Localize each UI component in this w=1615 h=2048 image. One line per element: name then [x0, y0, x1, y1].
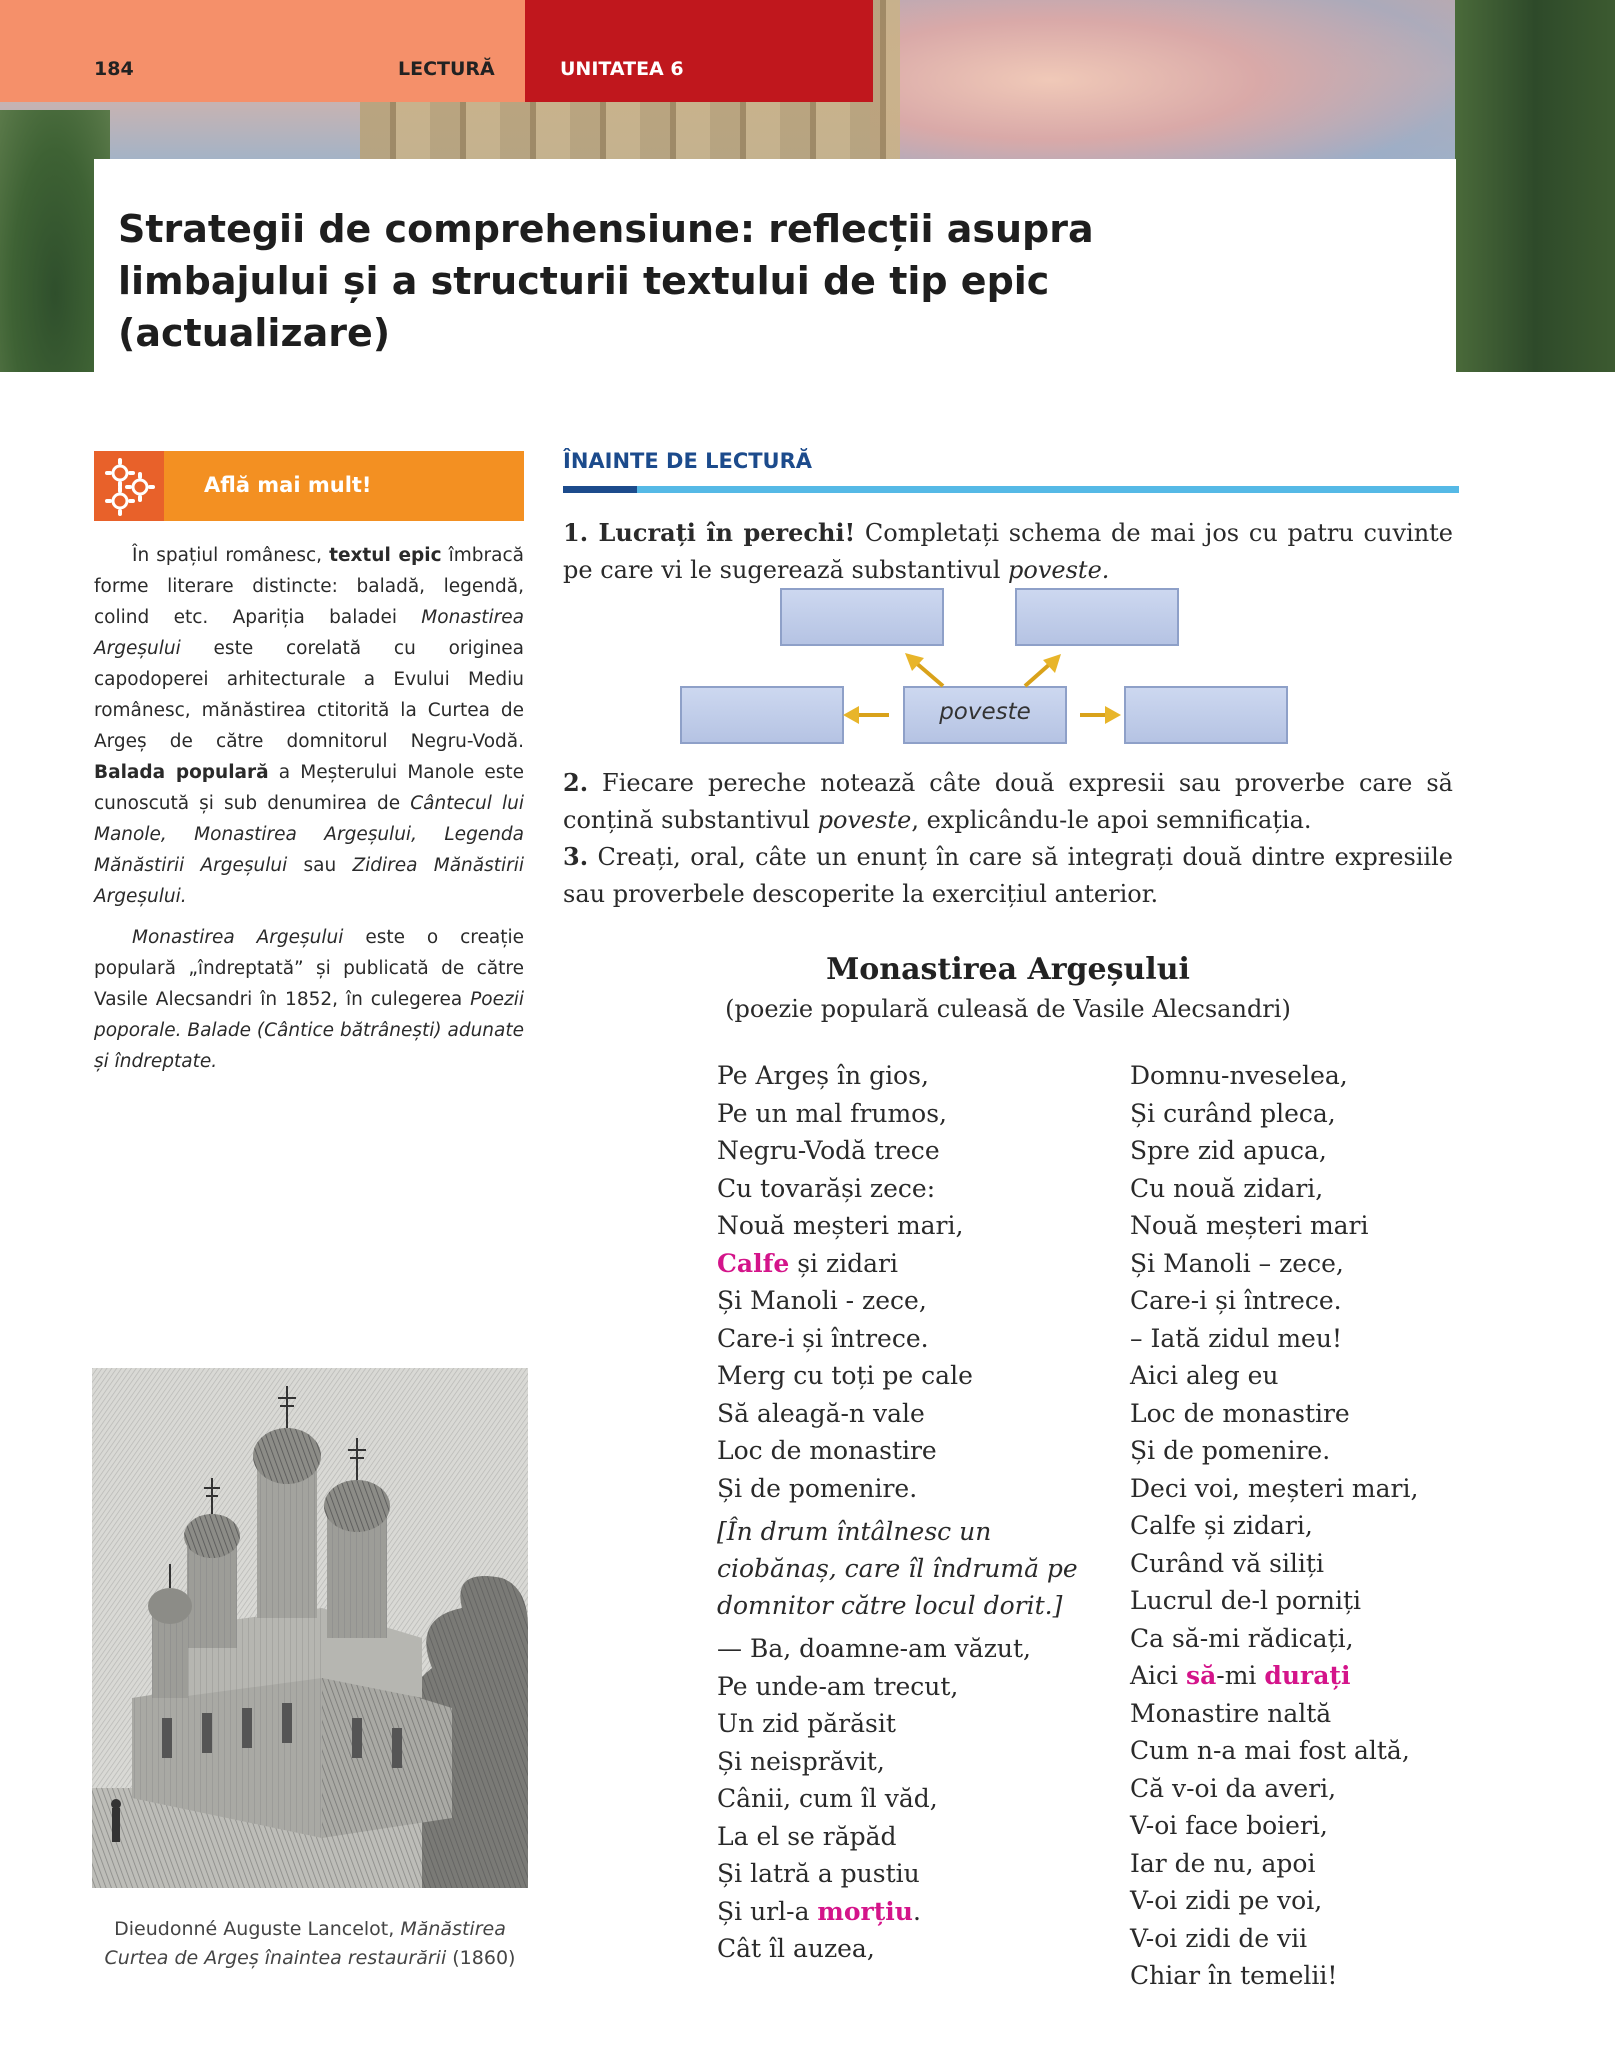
diagram-center-word: poveste	[939, 699, 1031, 725]
poem-line	[717, 1780, 1107, 1818]
text-run: 2.	[563, 768, 589, 797]
empty-answer-box[interactable]	[681, 687, 843, 743]
text-run: Să aleagă-n vale	[717, 1398, 925, 1428]
text-run: este corelată cu originea capodoperei arhitecturale a Evului Mediu românesc, mănăstirea ctitorită la Curtea de Argeș de către domnitorul Negru-Vodă.	[94, 638, 524, 752]
text-run: Domnu-nveselea,	[1130, 1061, 1348, 1090]
sidebar-paragraph	[94, 540, 524, 912]
text-run: Merg cu toți pe cale	[717, 1361, 973, 1390]
header-bar-section	[0, 0, 525, 102]
text-run: Ca să-mi rădicați,	[1130, 1623, 1354, 1653]
header-bar-unit	[525, 0, 873, 102]
text-run: În spațiul românesc,	[132, 545, 330, 566]
unit-label: UNITATEA 6	[560, 58, 684, 80]
learn-more-title: Află mai mult!	[204, 473, 372, 497]
text-run: V-oi zidi pe voi,	[1130, 1886, 1323, 1915]
text-run: 1. Lucrați în perechi!	[563, 518, 856, 547]
text-run: Spre zid apuca,	[1130, 1136, 1327, 1165]
poem-line	[717, 1245, 1107, 1283]
section-label: LECTURĂ	[398, 58, 495, 80]
exercise-3	[563, 838, 1453, 913]
text-run: Cu tovarăși zece:	[717, 1173, 936, 1203]
poem-line	[717, 1668, 1107, 1706]
text-run: Monastirea Argeșului	[94, 607, 524, 659]
poem-line	[717, 1893, 1107, 1931]
text-run: Negru-Vodă trece	[717, 1136, 940, 1165]
section-divider	[563, 486, 637, 493]
page-number: 184	[94, 58, 134, 80]
text-run: V-oi zidi de vii	[1130, 1923, 1308, 1953]
poem-line	[717, 1395, 1107, 1433]
text-run: – Iată zidul meu!	[1130, 1323, 1342, 1353]
poem-line	[1130, 1807, 1418, 1845]
poem-line	[717, 1095, 1107, 1133]
poem-line	[1130, 1320, 1418, 1358]
poem-line	[1130, 1245, 1418, 1283]
text-run: Calfe și zidari,	[1130, 1511, 1313, 1540]
learn-more-header	[94, 451, 524, 521]
poem-line	[1130, 1657, 1418, 1695]
poem-line	[717, 1170, 1107, 1208]
poem-line	[1130, 1432, 1418, 1470]
poem-line	[717, 1930, 1107, 1968]
sidebar-paragraph	[94, 922, 524, 1077]
text-run: Completați schema de mai jos cu patru cuvinte pe care vi le sugerează substantivul	[563, 519, 1453, 584]
poem-line	[717, 1282, 1107, 1320]
poem-line	[717, 1470, 1107, 1508]
text-run: Și neisprăvit,	[717, 1746, 885, 1776]
gears-icon	[94, 451, 164, 521]
poem-line	[1130, 1732, 1418, 1770]
text-run: poveste	[817, 806, 912, 834]
text-run: Pe un mal frumos,	[717, 1098, 947, 1128]
poem-line	[717, 1705, 1107, 1743]
word-scheme-diagram	[675, 582, 1325, 752]
text-run: textul epic	[329, 545, 442, 566]
empty-answer-box[interactable]	[1125, 687, 1287, 743]
text-run: sau	[287, 855, 353, 876]
poem-column-right	[1130, 1057, 1418, 1995]
poem-line	[1130, 1920, 1418, 1958]
empty-answer-box[interactable]	[781, 589, 943, 645]
glossary-word: să	[1186, 1661, 1217, 1690]
empty-answer-box[interactable]	[1016, 589, 1178, 645]
sidebar-text	[94, 540, 524, 1087]
poem-line	[717, 1743, 1107, 1781]
text-run: Cânii, cum îl văd,	[717, 1784, 938, 1813]
text-run: Monastire naltă	[1130, 1698, 1332, 1728]
poem-line	[717, 1320, 1107, 1358]
poem-line	[1130, 1282, 1418, 1320]
text-run: Lucrul de-l porniți	[1130, 1586, 1362, 1615]
text-run: Loc de monastire	[1130, 1398, 1350, 1428]
text-run: Și de pomenire.	[717, 1473, 918, 1503]
text-run: Dieudonné Auguste Lancelot,	[114, 1918, 401, 1940]
text-run: 3.	[563, 842, 589, 871]
text-run: Cântecul lui Manole, Monastirea Argeșului, Legenda Mănăstirii Argeșului	[94, 793, 524, 876]
poem-subtitle: (poezie populară culeasă de Vasile Alecsandri)	[725, 995, 1291, 1023]
text-run: Fiecare pereche notează câte două expresii sau proverbe care să conțină substantivul	[563, 769, 1453, 834]
poem-line	[717, 1630, 1107, 1668]
text-run: Și Manoli - zece,	[717, 1286, 927, 1315]
text-run: , explicându-le apoi semnificația.	[911, 806, 1312, 834]
text-run: Monastirea Argeșului	[132, 927, 344, 948]
text-run: Pe unde-am trecut,	[717, 1671, 959, 1701]
poem-column-left	[717, 1057, 1107, 1968]
text-run: a Meșterului Manole este cunoscută și sub denumirea de	[94, 762, 524, 814]
text-run: și zidari	[789, 1248, 899, 1278]
poem-line	[1130, 1507, 1418, 1545]
text-run: Iar de nu, apoi	[1130, 1848, 1316, 1878]
title-box	[94, 159, 1456, 372]
poem-line	[1130, 1620, 1418, 1658]
poem-line	[1130, 1395, 1418, 1433]
page-title: Strategii de comprehensiune: reflecții asupra limbajului și a structurii textului de tip epic (actualizare)	[118, 207, 1094, 355]
text-run: Care-i și întrece.	[717, 1323, 929, 1353]
glossary-word: durați	[1264, 1661, 1351, 1690]
poem-line	[717, 1207, 1107, 1245]
poem-line	[1130, 1357, 1418, 1395]
text-run: Și de pomenire.	[1130, 1436, 1331, 1465]
glossary-word: morțiu	[817, 1896, 913, 1926]
text-run: Și latră a pustiu	[717, 1859, 920, 1888]
poem-line	[717, 1132, 1107, 1170]
monastery-engraving	[92, 1368, 528, 1888]
poem-line	[1130, 1582, 1418, 1620]
text-run: Care-i și întrece.	[1130, 1286, 1342, 1315]
text-run: Poezii poporale. Balade (Cântice bătrânești) adunate și îndreptate.	[94, 989, 524, 1072]
text-run: Nouă meșteri mari	[1130, 1211, 1369, 1240]
text-run: Aici aleg eu	[1130, 1361, 1279, 1390]
text-run: — Ba, doamne-am văzut,	[717, 1634, 1031, 1663]
text-run: Chiar în temelii!	[1130, 1961, 1338, 1990]
poem-line	[1130, 1545, 1418, 1583]
text-run: La el se răpăd	[717, 1821, 897, 1851]
text-run: (1860)	[446, 1947, 516, 1969]
text-run: Creați, oral, câte un enunț în care să integrați două dintre expresiile sau proverbele descoperite la exercițiul anterior.	[563, 843, 1453, 908]
glossary-word: Calfe	[717, 1248, 790, 1278]
text-run: Deci voi, meșteri mari,	[1130, 1473, 1419, 1503]
poem-line	[1130, 1957, 1418, 1995]
image-caption	[80, 1915, 540, 1973]
poem-line	[717, 1855, 1107, 1893]
text-run: Balada populară	[94, 762, 269, 783]
poem-title: Monastirea Argeșului	[826, 952, 1190, 987]
section-divider	[637, 486, 1459, 493]
text-run: poveste.	[1008, 556, 1110, 584]
section-title: ÎNAINTE DE LECTURĂ	[563, 449, 813, 473]
poem-editorial-note: [În drum întâlnesc un ciobănaș, care îl îndrumă pe domnitor către locul dorit.]	[717, 1517, 1078, 1620]
poem-line	[1130, 1882, 1418, 1920]
poem-line	[1130, 1170, 1418, 1208]
text-run: îmbracă forme literare distincte: baladă, legendă, colind etc. Apariția baladei	[94, 545, 524, 628]
text-run: Cu nouă zidari,	[1130, 1173, 1324, 1203]
poem-line	[1130, 1132, 1418, 1170]
text-run: Curând vă siliți	[1130, 1548, 1324, 1578]
text-run: Cum n-a mai fost altă,	[1130, 1736, 1410, 1765]
poem-line	[1130, 1695, 1418, 1733]
poem-line	[717, 1818, 1107, 1856]
text-run: Că v-oi da averi,	[1130, 1773, 1337, 1803]
poem-line	[1130, 1207, 1418, 1245]
text-run: -mi	[1216, 1661, 1265, 1690]
text-run: Aici	[1130, 1661, 1186, 1690]
text-run: .	[912, 1896, 921, 1926]
poem-line	[1130, 1770, 1418, 1808]
poem-line	[717, 1432, 1107, 1470]
text-run: Pe Argeș în gios,	[717, 1061, 929, 1090]
poem-line	[1130, 1057, 1418, 1095]
text-run: Zidirea Mănăstirii Argeșului.	[94, 855, 525, 907]
exercise-2	[563, 764, 1453, 839]
text-run: Cât îl auzea,	[717, 1934, 875, 1963]
exercise-1	[563, 514, 1453, 589]
text-run: V-oi face boieri,	[1130, 1811, 1328, 1840]
text-run: Un zid părăsit	[717, 1709, 896, 1738]
poem-line	[717, 1057, 1107, 1095]
text-run: Mănăstirea Curtea de Argeș înaintea restaurării	[104, 1918, 506, 1969]
text-run: Nouă meșteri mari,	[717, 1211, 964, 1240]
text-run: Loc de monastire	[717, 1436, 937, 1465]
poem-line	[1130, 1470, 1418, 1508]
text-run: Și url-a	[717, 1896, 818, 1926]
poem-line	[1130, 1845, 1418, 1883]
poem-line	[717, 1357, 1107, 1395]
text-run: Și curând pleca,	[1130, 1098, 1336, 1128]
poem-line	[1130, 1095, 1418, 1133]
text-run: este o creație populară „îndreptată” și publicată de către Vasile Alecsandri în 1852, în culegerea	[94, 927, 525, 1010]
text-run: Și Manoli – zece,	[1130, 1248, 1344, 1278]
